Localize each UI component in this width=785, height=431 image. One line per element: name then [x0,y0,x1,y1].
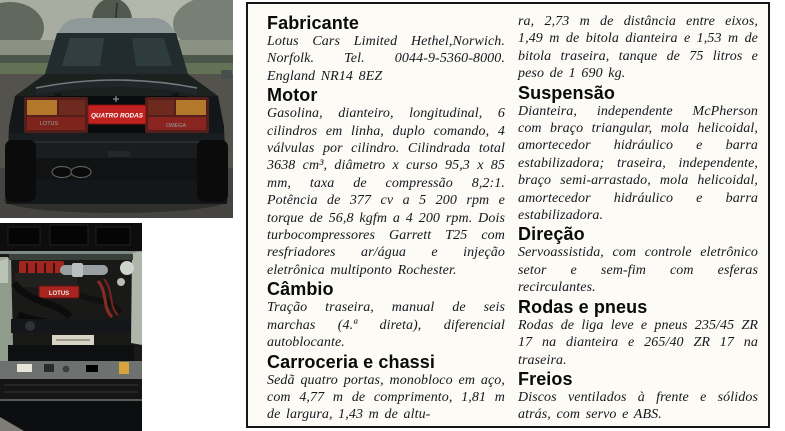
body-suspensao: Dianteira, independente McPherson com braço triangular, mola helicoidal, amortecedor hidráulico e barra estabilizadora; traseira, independente, braço semi-arrastado, mola helicoidal, amortecedor hidráulico e barra estabilizadora. [518,103,758,224]
radiator-shroud [8,345,134,361]
car-rear-illustration [0,0,233,218]
body-direcao: Servoassistida, com controle eletrônico setor e sem-fim com esferas recirculantes. [518,245,758,296]
roof [58,18,175,34]
heading-suspensao: Suspensão [518,82,615,103]
heading-rodas-pneus: Rodas e pneus [518,296,648,317]
engine-bay-illustration [0,223,142,431]
body-rodas-pneus: Rodas de liga leve e pneus 235/45 ZR 17 na dianteira e 265/40 ZR 17 na traseira. [518,317,758,368]
car-rear-photo [0,0,233,218]
side-mirror [221,70,232,79]
body-fabricante: Lotus Cars Limited Hethel,Norwich. Norfolk. Tel. 0044-9-5360-8000. England NR14 8EZ [267,34,505,84]
engine-cover-text: LOTUS [48,290,70,297]
plate-text: QUATRO RODAS [90,112,144,120]
heading-fabricante: Fabricante [267,13,360,33]
intake-tube [60,265,108,275]
body-carroceria: Sedã quatro portas, monobloco em aço, com 4,77 m de comprimento, 1,81 m de largura, 1,43 m de altu- [267,372,505,423]
grille [0,379,142,399]
taillight-left [24,97,88,133]
coolant-reservoir [120,261,134,275]
heading-cambio: Câmbio [267,279,334,300]
spec-column-right [518,13,758,422]
badge-lotus: LOTUS [40,121,58,127]
heading-carroceria: Carroceria e chassi [267,351,436,372]
body-freios: Discos ventilados à frente e sólidos atrás, com servo e ABS. [518,389,758,423]
spec-column-left [267,13,505,422]
lower-valance [11,158,222,180]
license-plate [88,105,146,124]
tire-left [5,140,36,202]
heading-freios: Freios [518,368,573,389]
badge-omega: OMEGA [166,123,187,129]
body-cambio: Tração traseira, manual de seis marchas (4.ª direta), diferencial autoblocante. [267,300,505,351]
spec-box [246,2,770,428]
tire-right [197,140,228,202]
body-motor: Gasolina, dianteiro, longitudinal, 6 cilindros em linha, duplo comando, 4 válvulas por cilindro. Cilindrada total 3638 cm³, diâmetro x curso 95,3 x 85 mm, taxa de compressão 8,2:1. Potência de 377 cv a 5 200 rpm e torque de 56,8 kgfm a 4 200 rpm. Dois turbocompressores Garrett T25 com resfriadores ar/água e injeção eletrônica multiponto Rochester. [267,106,505,278]
front-bumper [0,401,142,431]
engine-bay-photo [0,223,142,431]
warning-label [119,362,129,374]
body-carroceria-continuation: ra, 2,73 m de distância entre eixos, 1,49 m de bitola dianteira e 1,53 m de bitola traseira, tanque de 75 litros e peso de 1 690 kg. [518,14,758,82]
heading-motor: Motor [267,85,318,106]
engine-cover-plate [39,286,79,298]
heading-direcao: Direção [518,224,585,245]
